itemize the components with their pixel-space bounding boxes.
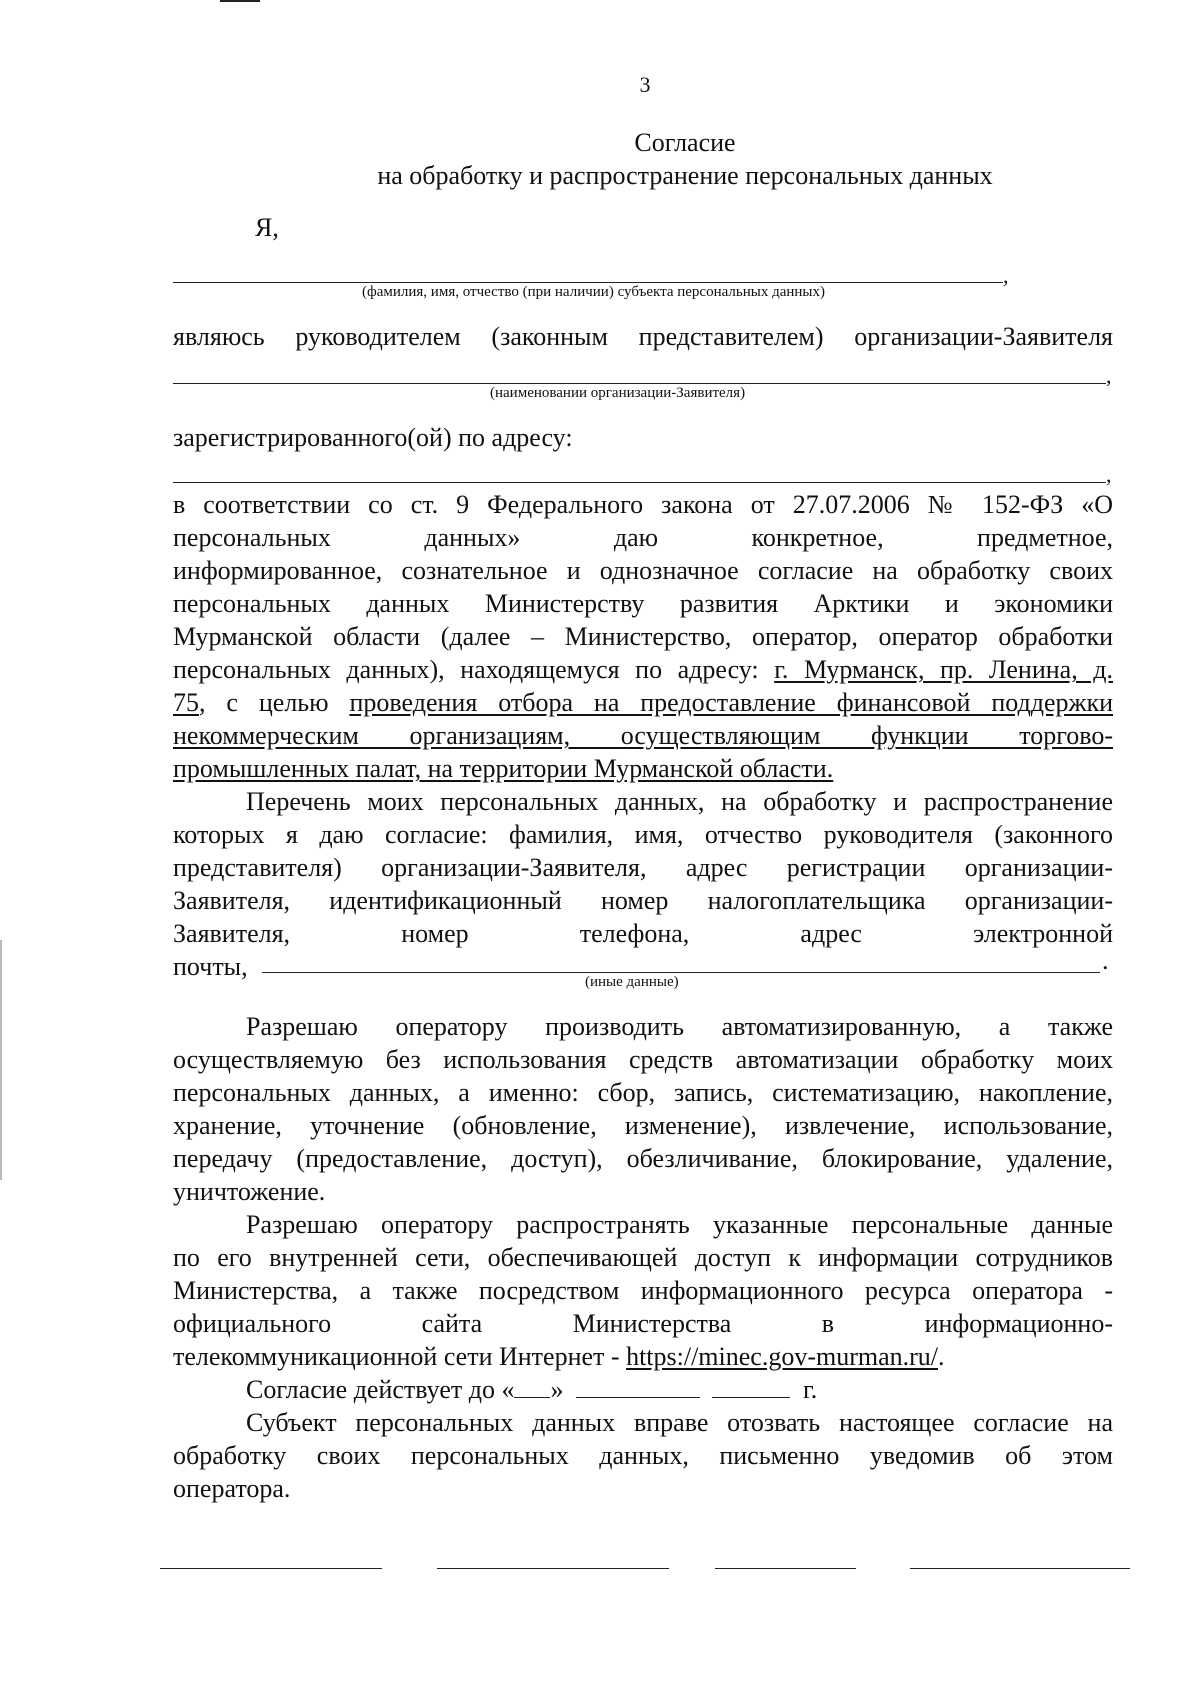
processing-line-6: уничтожение. xyxy=(173,1177,326,1206)
signature-line-2 xyxy=(437,1568,669,1569)
validity-quote-close: » xyxy=(550,1375,564,1404)
distribution-line-5 xyxy=(173,1340,1113,1373)
other-data-caption: (иные данные) xyxy=(585,974,679,990)
subject-caption: (фамилия, имя, отчество (при наличии) субъекта персональных данных) xyxy=(362,284,826,300)
scan-edge-shadow xyxy=(0,940,2,1180)
list-line-4: Заявителя, идентификационный номер налогоплательщика организации- xyxy=(173,886,1113,915)
list-line-1: Перечень моих персональных данных, на обработку и распространение xyxy=(246,787,1113,816)
processing-paragraph xyxy=(173,1010,1113,1208)
processing-line-2: осуществляемую без использования средств автоматизации обработку моих xyxy=(173,1045,1113,1074)
subject-name-line xyxy=(173,282,1003,283)
consent-line-4: персональных данных Министерству развития Арктики и экономики xyxy=(173,589,1113,618)
address-comma: , xyxy=(1106,462,1112,487)
distribution-line-1: Разрешаю оператору распространять указанные персональные данные xyxy=(246,1210,1113,1239)
validity-line xyxy=(173,1373,1113,1406)
org-caption: (наименовании организации-Заявителя) xyxy=(490,385,746,401)
distribution-paragraph xyxy=(173,1208,1113,1373)
operator-address: г. Мурманск, пр. Ленина, д. xyxy=(774,655,1113,684)
address-text: зарегистрированного(ой) по адресу: xyxy=(173,423,573,452)
distribution-period: . xyxy=(938,1342,945,1371)
list-email-label: почты, xyxy=(173,952,248,981)
list-period: . xyxy=(1102,946,1109,975)
purpose-text-3: промышленных палат, на территории Мурманской области. xyxy=(173,754,834,783)
validity-year-blank xyxy=(712,1375,790,1398)
scan-artifact-line xyxy=(220,0,260,2)
ministry-website-link[interactable]: https://minec.gov-murman.ru/ xyxy=(626,1342,939,1371)
validity-day-blank xyxy=(514,1375,550,1398)
signature-line-3 xyxy=(715,1568,856,1569)
consent-line-5: Мурманской области (далее – Министерство, оператор, оператор обработки xyxy=(173,622,1113,651)
list-line-3: представителя) организации-Заявителя, адрес регистрации организации- xyxy=(173,853,1113,882)
distribution-line-5-text: телекоммуникационной сети Интернет - xyxy=(173,1342,627,1371)
consent-line-7 xyxy=(173,686,1113,719)
signature-line-1 xyxy=(160,1568,382,1569)
consent-line-2: персональных данных» даю конкретное, предметное, xyxy=(173,523,1113,552)
title-line-1: Согласие xyxy=(634,128,736,157)
other-data-line xyxy=(262,972,1100,973)
consent-line-7-text: , с целью xyxy=(199,688,350,717)
list-line-2: которых я даю согласие: фамилия, имя, отчество руководителя (законного xyxy=(173,820,1113,849)
subject-prefix: Я, xyxy=(255,213,279,242)
document-title xyxy=(0,126,1200,192)
distribution-line-3: Министерства, а также посредством информационного ресурса оператора - xyxy=(173,1276,1113,1305)
subject-comma: , xyxy=(1003,263,1009,288)
purpose-text-2: некоммерческим организациям, осуществляющим функции торгово- xyxy=(173,721,1113,750)
signature-line-4 xyxy=(910,1568,1130,1569)
consent-paragraph xyxy=(173,488,1113,785)
consent-line-6-text: персональных данных), находящемуся по адресу: xyxy=(173,655,775,684)
revoke-line-2: обработку своих персональных данных, письменно уведомив об этом xyxy=(173,1441,1113,1470)
page-number: 3 xyxy=(639,72,651,97)
consent-line-1: в соответствии со ст. 9 Федерального закона от 27.07.2006 № 152-ФЗ «О xyxy=(173,490,1113,519)
processing-line-5: передачу (предоставление, доступ), обезличивание, блокирование, удаление, xyxy=(173,1144,1113,1173)
distribution-line-4: официального сайта Министерства в информационно- xyxy=(173,1309,1113,1338)
title-line-2: на обработку и распространение персональных данных xyxy=(377,161,993,190)
validity-month-blank xyxy=(576,1375,700,1398)
processing-line-3: персональных данных, а именно: сбор, запись, систематизацию, накопление, xyxy=(173,1078,1113,1107)
purpose-text-1: проведения отбора на предоставление финансовой поддержки xyxy=(349,688,1114,717)
validity-prefix: Согласие действует до « xyxy=(246,1375,515,1404)
org-comma: , xyxy=(1106,363,1112,388)
revoke-line-3: оператора. xyxy=(173,1474,291,1503)
data-list-paragraph xyxy=(173,785,1113,983)
processing-line-1: Разрешаю оператору производить автоматизированную, а также xyxy=(246,1012,1113,1041)
validity-suffix: г. xyxy=(802,1375,818,1404)
processing-line-4: хранение, уточнение (обновление, изменение), извлечение, использование, xyxy=(173,1111,1113,1140)
address-line xyxy=(173,482,1106,483)
consent-line-3: информированное, сознательное и однозначное согласие на обработку своих xyxy=(173,556,1113,585)
org-name-line xyxy=(173,383,1106,384)
operator-address-number: 75 xyxy=(173,688,199,717)
list-line-5: Заявителя, номер телефона, адрес электронной xyxy=(173,919,1113,948)
revoke-paragraph xyxy=(173,1406,1113,1505)
consent-line-6 xyxy=(173,653,1113,686)
revoke-line-1: Субъект персональных данных вправе отозвать настоящее согласие на xyxy=(246,1408,1113,1437)
representative-text: являюсь руководителем (законным представителем) организации-Заявителя xyxy=(173,322,1113,351)
distribution-line-2: по его внутренней сети, обеспечивающей доступ к информации сотрудников xyxy=(173,1243,1113,1272)
